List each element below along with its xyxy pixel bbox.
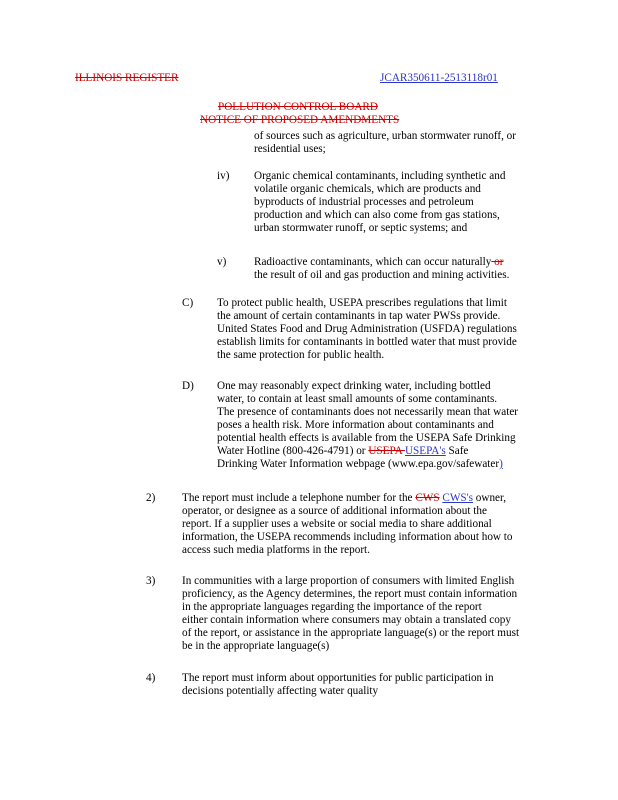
register-name: ILLINOIS REGISTER — [75, 72, 179, 84]
text-line: United States Food and Drug Administration (USFDA) regulations — [217, 323, 517, 335]
item-marker-d: D) — [182, 380, 194, 392]
text-span: occur naturally — [423, 256, 492, 268]
notice-title: NOTICE OF PROPOSED AMENDMENTS — [200, 114, 400, 126]
text-line: establish limits for contaminants in bottled water that must provide — [217, 336, 517, 348]
item-marker-iv: iv) — [217, 170, 230, 182]
text-line: water, to contain at least small amounts of some contaminants. — [217, 393, 498, 405]
text-span: Safe — [445, 445, 469, 457]
item-marker-4: 4) — [146, 672, 156, 684]
text-line: To protect public health, USEPA prescribes regulations that limit — [217, 297, 507, 309]
item-3-text — [182, 575, 519, 653]
text-line — [182, 492, 513, 505]
item-marker-2: 2) — [146, 492, 156, 504]
agency-title: POLLUTION CONTROL BOARD — [218, 101, 378, 113]
text-line: residential uses; — [254, 143, 326, 155]
inserted-text: ) — [499, 458, 503, 470]
continuation-text — [254, 130, 516, 156]
text-line: be in the appropriate language(s) — [182, 640, 330, 652]
text-line — [217, 445, 518, 458]
item-d-text — [217, 380, 518, 471]
text-line: decisions potentially affecting water quality — [182, 685, 379, 697]
text-line: the result of oil and gas production and mining activities. — [254, 269, 510, 281]
text-line: In communities with a large proportion of consumers with limited English — [182, 575, 515, 587]
text-line: potential health effects is available from the USEPA Safe Drinking — [217, 432, 516, 444]
text-line: The report must inform about opportunities for public participation in — [182, 672, 494, 684]
text-line: byproducts of industrial processes and petroleum — [254, 196, 474, 208]
item-marker-c: C) — [182, 297, 194, 309]
text-line: urban stormwater runoff, or septic systems; and — [254, 222, 468, 234]
text-line: of the report, or assistance in the appropriate language(s) or the report must — [182, 627, 520, 639]
text-line: access such media platforms in the report. — [182, 544, 370, 556]
text-line: One may reasonably expect drinking water, including bottled — [217, 380, 491, 392]
text-span: Drinking Water Information webpage (www.epa.gov/safewater — [217, 458, 500, 470]
item-4-text — [182, 672, 494, 698]
text-span: owner, — [472, 492, 507, 504]
text-line: information, the USEPA recommends including information about how to — [182, 531, 513, 543]
text-line: the same protection for public health. — [217, 349, 385, 361]
inserted-text: CWS's — [442, 492, 473, 504]
text-line: operator, or designee as a source of additional information about the — [182, 505, 487, 517]
text-line: volatile organic chemicals, which are products and — [254, 183, 481, 195]
text-line: proficiency, as the Agency determines, the report must contain information — [182, 588, 518, 600]
item-v-text — [254, 256, 509, 282]
text-line: of sources such as agriculture, urban stormwater runoff, or — [254, 130, 516, 142]
item-c-text — [217, 297, 517, 362]
item-marker-3: 3) — [146, 575, 156, 587]
text-span: Water Hotline (800-426-4791) or — [217, 445, 369, 457]
deleted-text: CWS — [415, 492, 440, 504]
text-line — [217, 458, 518, 471]
text-line: production and which can also come from gas stations, — [254, 209, 500, 221]
item-iv-text — [254, 170, 505, 235]
text-line — [254, 256, 509, 269]
inserted-text: USEPA's — [404, 445, 446, 457]
text-line: the amount of certain contaminants in tap water PWSs provide. — [217, 310, 501, 322]
text-line: poses a health risk. More information about contaminants and — [217, 419, 494, 431]
text-span: Radioactive contaminants, which can — [254, 256, 424, 268]
text-line: The presence of contaminants does not necessarily mean that water — [217, 406, 519, 418]
text-line: either contain information where consumers may obtain a translated copy — [182, 614, 511, 626]
text-span: The report must include a telephone number for the — [182, 492, 416, 504]
text-line: report. If a supplier uses a website or social media to share additional — [182, 518, 492, 530]
deleted-text: USEPA — [368, 445, 405, 457]
text-line: in the appropriate languages regarding the importance of the report — [182, 601, 482, 613]
jcar-code[interactable]: JCAR350611-2513118r01 — [380, 72, 498, 84]
item-marker-v: v) — [217, 256, 227, 268]
text-line: Organic chemical contaminants, including synthetic and — [254, 170, 506, 182]
deleted-text: or — [491, 256, 504, 268]
item-2-text — [182, 492, 513, 557]
